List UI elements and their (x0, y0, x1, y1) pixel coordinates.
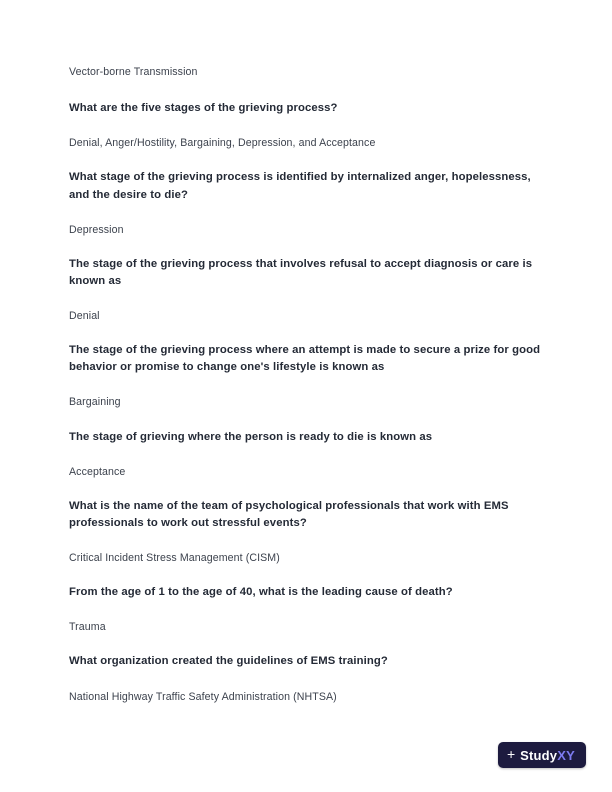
answer-text: Denial, Anger/Hostility, Bargaining, Depression, and Acceptance (69, 137, 376, 150)
question-text: What is the name of the team of psychological professionals that work with EMS professionals to work out stressful events? (69, 499, 509, 529)
answer-text: Denial (69, 310, 100, 323)
brand-accent: XY (557, 747, 575, 763)
answer-text: Acceptance (69, 465, 126, 478)
plus-icon: + (506, 746, 516, 762)
question-text: What stage of the grieving process is identified by internalized anger, hopelessness, and the desire to die? (69, 171, 531, 201)
question-text: What are the five stages of the grieving process? (69, 102, 338, 115)
answer-text: Critical Incident Stress Management (CISM) (69, 552, 280, 565)
studyxy-watermark[interactable] (498, 742, 586, 768)
answer-text: Bargaining (69, 396, 121, 409)
answer-text: Depression (69, 223, 124, 236)
question-text: The stage of the grieving process where an attempt is made to secure a prize for good behavior or promise to change one's lifestyle is known as (69, 344, 541, 374)
brand-label (520, 748, 575, 763)
question-text: From the age of 1 to the age of 40, what is the leading cause of death? (69, 586, 453, 599)
answer-text: National Highway Traffic Safety Administration (NHTSA) (69, 690, 337, 703)
document-content (69, 64, 543, 723)
brand-primary: Study (520, 747, 558, 763)
intro-line: Vector-borne Transmission (69, 66, 198, 78)
question-text: What organization created the guidelines of EMS training? (69, 655, 388, 668)
question-text: The stage of the grieving process that involves refusal to accept diagnosis or care is known as (69, 257, 533, 287)
question-text: The stage of grieving where the person is ready to die is known as (69, 430, 433, 443)
answer-text: Trauma (69, 621, 106, 634)
